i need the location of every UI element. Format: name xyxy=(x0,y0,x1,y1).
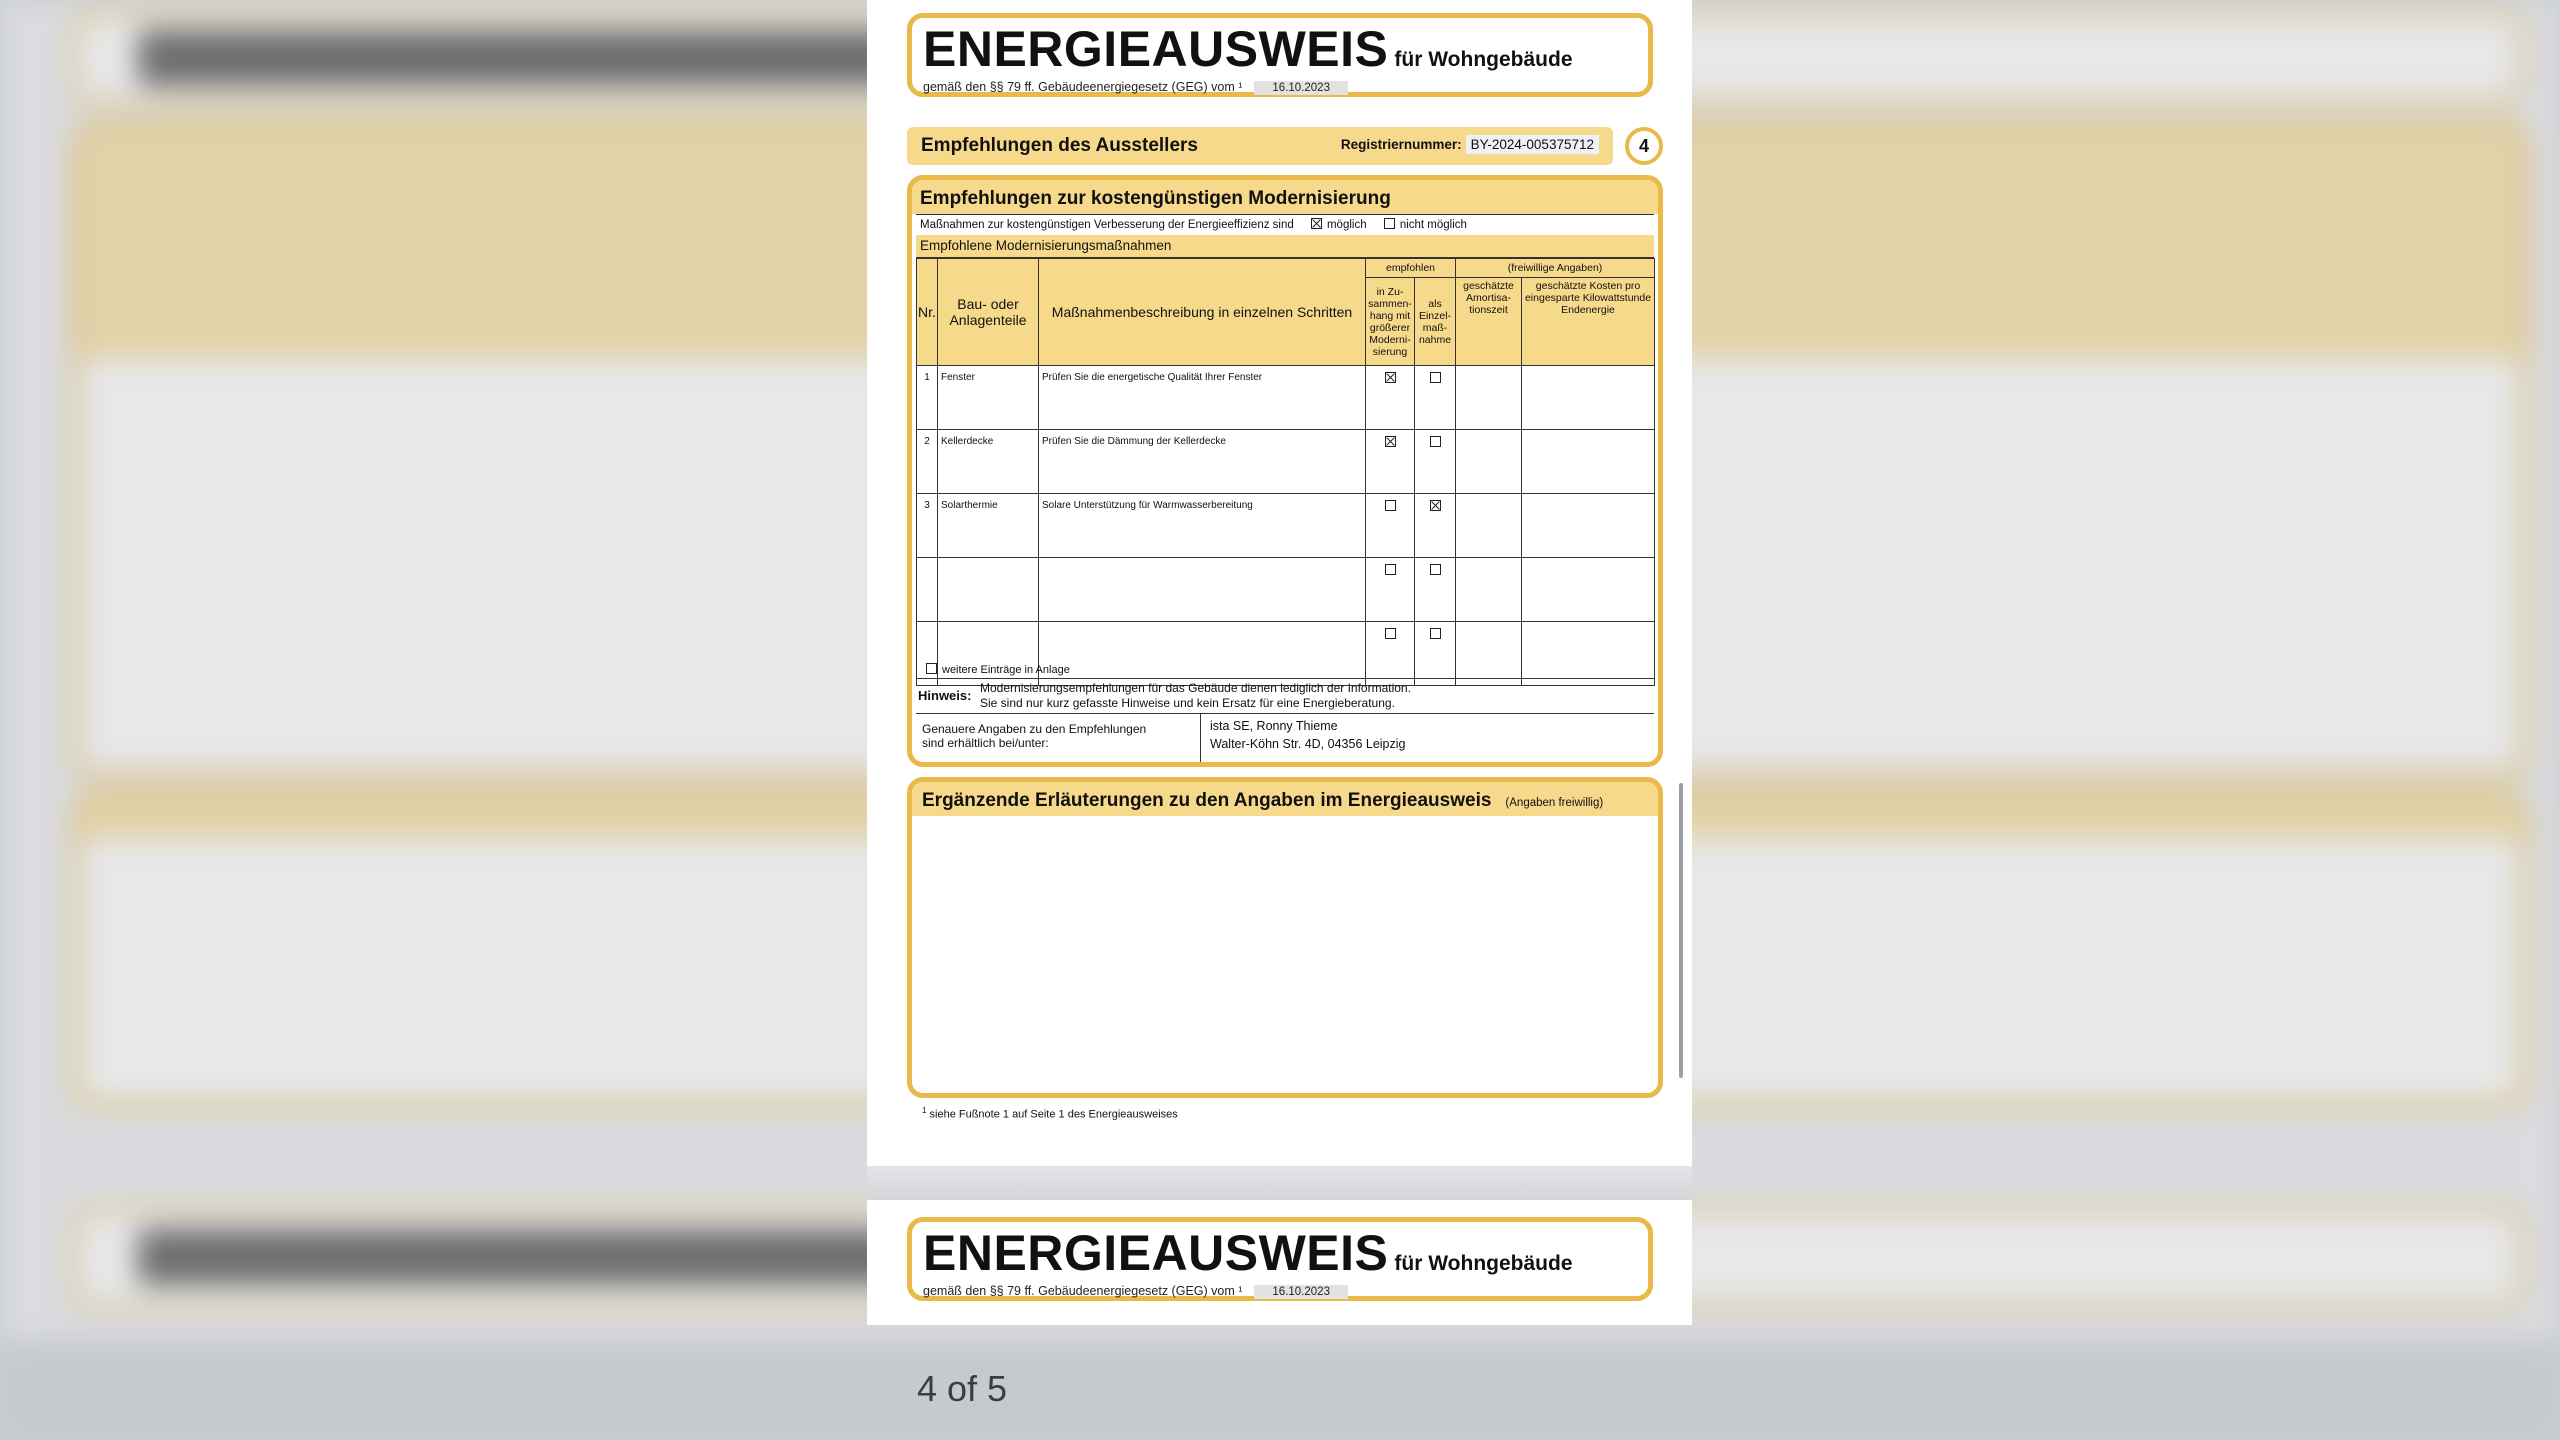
table-row xyxy=(917,558,1655,622)
col-group-empfohlen: empfohlen xyxy=(1366,259,1456,278)
checkbox-zusammenhang[interactable] xyxy=(1385,500,1396,511)
page-separator xyxy=(867,1166,1692,1200)
energieausweis-header xyxy=(907,13,1653,97)
contact-address: Walter-Köhn Str. 4D, 04356 Leipzig xyxy=(1210,737,1406,751)
modernisierung-box xyxy=(907,175,1663,767)
modernisierung-title: Empfehlungen zur kostengünstigen Modernisierung xyxy=(920,188,1391,209)
checkbox-einzel[interactable] xyxy=(1430,564,1441,575)
section-bar xyxy=(907,127,1613,165)
checkbox-einzel[interactable] xyxy=(1430,628,1441,639)
registration-number: Registriernummer: BY-2024-005375712 xyxy=(1341,137,1599,152)
document-title: ENERGIEAUSWEIS für Wohngebäude xyxy=(923,21,1573,77)
options-row: Maßnahmen zur kostengünstigen Verbesserung der Energieeffizienz sind möglich nicht möglich xyxy=(916,214,1654,236)
col-zusammenhang: in Zu-sammen-hang mit größerer Moderni-sierung xyxy=(1366,278,1415,366)
recommended-measures-label: Empfohlene Modernisierungsmaßnahmen xyxy=(916,235,1654,258)
checkbox-zusammenhang[interactable] xyxy=(1385,628,1396,639)
table-row: 2 Kellerdecke Prüfen Sie die Dämmung der Kellerdecke xyxy=(917,430,1655,494)
hinweis-text-2: Sie sind nur kurz gefasste Hinweise und kein Ersatz für eine Energieberatung. xyxy=(980,696,1395,710)
col-nr: Nr. xyxy=(917,259,938,366)
col-kosten: geschätzte Kosten pro eingesparte Kilowattstunde Endenergie xyxy=(1522,278,1655,366)
contact-label-2: sind erhältlich bei/unter: xyxy=(922,736,1049,750)
measures-table xyxy=(916,258,1655,686)
law-reference: gemäß den §§ 79 ff. Gebäudeenergiegesetz (GEG) vom ¹ 16.10.2023 xyxy=(923,80,1348,95)
checkbox-weitere[interactable] xyxy=(926,663,937,674)
weitere-eintraege: weitere Einträge in Anlage xyxy=(926,663,1070,676)
checkbox-einzel[interactable] xyxy=(1430,500,1441,511)
document-page xyxy=(867,1200,1692,1325)
erlaeuterungen-box xyxy=(907,777,1663,1098)
document-page xyxy=(867,0,1692,1166)
col-einzel: als Einzel-maß-nahme xyxy=(1415,278,1456,366)
footnote: $^1$ siehe Fußnote 1 auf Seite 1 des Energieausweises xyxy=(922,1106,1178,1121)
contact-name: ista SE, Ronny Thieme xyxy=(1210,719,1338,733)
checkbox-zusammenhang[interactable] xyxy=(1385,436,1396,447)
erlaeuterungen-title: Ergänzende Erläuterungen zu den Angaben im Energieausweis (Angaben freiwillig) xyxy=(922,790,1604,811)
hinweis-text-1: Modernisierungsempfehlungen für das Gebäude dienen lediglich der Information. xyxy=(980,681,1411,695)
checkbox-einzel[interactable] xyxy=(1430,436,1441,447)
checkbox-zusammenhang[interactable] xyxy=(1385,564,1396,575)
checkbox-einzel[interactable] xyxy=(1430,372,1441,383)
page-number-badge: 4 xyxy=(1625,127,1663,165)
energieausweis-header xyxy=(907,1217,1653,1301)
checkbox-not-possible[interactable] xyxy=(1384,218,1395,229)
issue-date: 16.10.2023 xyxy=(1254,81,1348,95)
checkbox-possible[interactable] xyxy=(1311,218,1322,229)
section-title: Empfehlungen des Ausstellers xyxy=(921,135,1198,156)
checkbox-zusammenhang[interactable] xyxy=(1385,372,1396,383)
scrollbar-thumb[interactable] xyxy=(1679,783,1683,1078)
contact-label-1: Genauere Angaben zu den Empfehlungen xyxy=(922,722,1147,736)
table-row: 3 Solarthermie Solare Unterstützung für Warmwasserbereitung xyxy=(917,494,1655,558)
document-title: ENERGIEAUSWEIS für Wohngebäude xyxy=(923,1225,1573,1281)
col-beschreibung: Maßnahmenbeschreibung in einzelnen Schritten xyxy=(1039,259,1366,366)
hinweis-label: Hinweis: xyxy=(918,688,972,703)
issue-date: 16.10.2023 xyxy=(1254,1285,1348,1299)
law-reference: gemäß den §§ 79 ff. Gebäudeenergiegesetz (GEG) vom ¹ 16.10.2023 xyxy=(923,1284,1348,1299)
hinweis-row xyxy=(916,678,1654,714)
col-amortisation: geschätzte Amortisa-tionszeit xyxy=(1456,278,1522,366)
table-row: 1 Fenster Prüfen Sie die energetische Qualität Ihrer Fenster xyxy=(917,366,1655,430)
col-bauteil: Bau- oder Anlagenteile xyxy=(938,259,1039,366)
page-counter: 4 of 5 xyxy=(917,1368,1008,1409)
contact-row xyxy=(916,713,1654,763)
col-group-freiwillig: (freiwillige Angaben) xyxy=(1456,259,1655,278)
document-viewer[interactable] xyxy=(867,0,1692,1325)
